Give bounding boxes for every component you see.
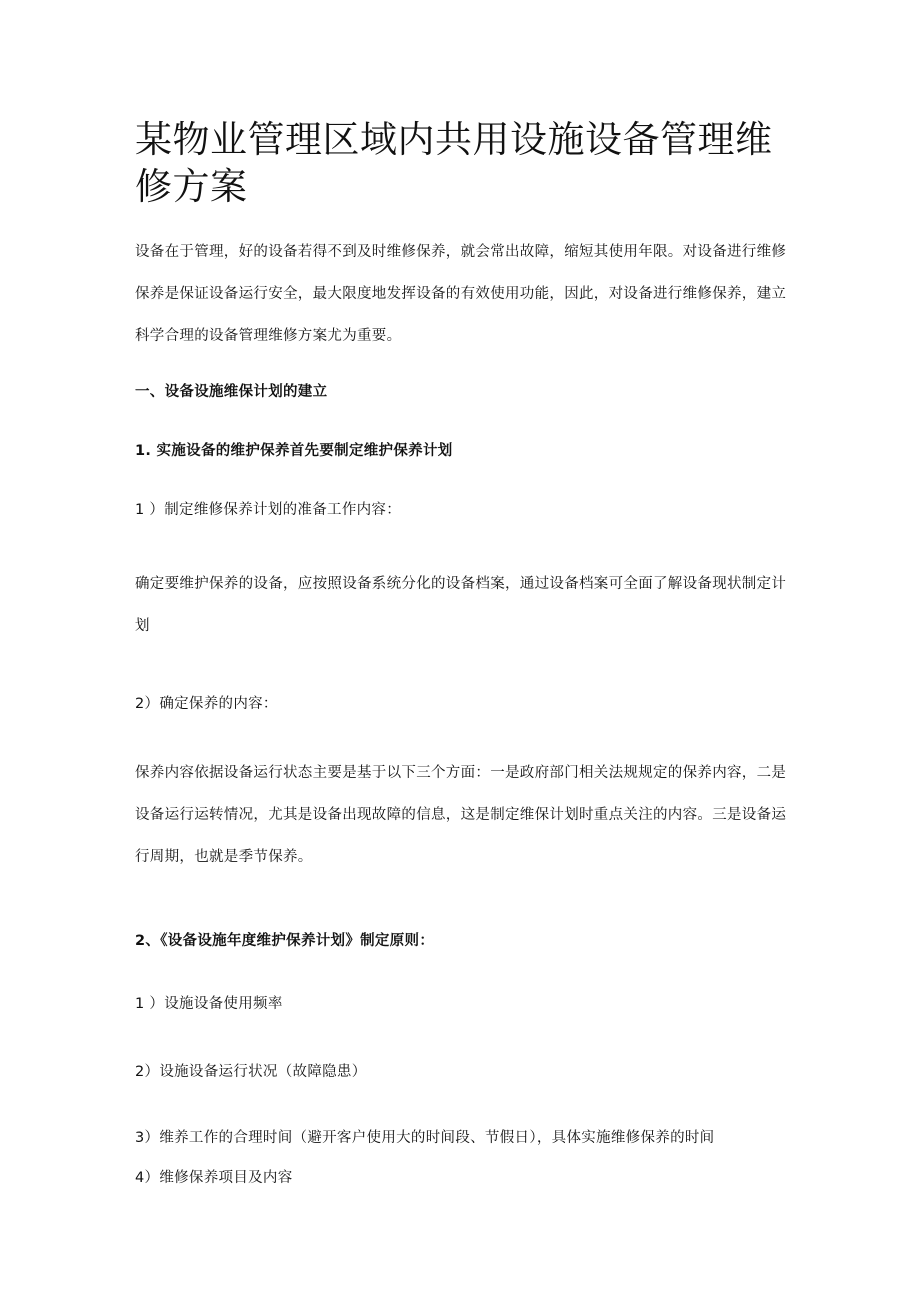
document-title: 某物业管理区域内共用设施设备管理维修方案: [135, 118, 773, 208]
subsection-1-heading: 1. 实施设备的维护保养首先要制定维护保养计划: [135, 443, 453, 459]
item-2-body: 保养内容依据设备运行状态主要是基于以下三个方面：一是政府部门相关法规规定的保养内容，二是设备运行运转情况，尤其是设备出现故障的信息，这是制定维保计划时重点关注的内容。三是设备运行周期，也就是季节保养。: [135, 765, 787, 865]
item-2-heading: 2）确定保养的内容：: [135, 696, 278, 712]
intro-paragraph: 设备在于管理，好的设备若得不到及时维修保养，就会常出故障，缩短其使用年限。对设备进行维修保养是保证设备运行安全，最大限度地发挥设备的有效使用功能，因此，对设备进行维修保养，建立科学合理的设备管理维修方案尤为重要。: [135, 244, 787, 344]
item-1-heading: 1 ）制定维修保养计划的准备工作内容：: [135, 502, 402, 518]
item-1-body: 确定要维护保养的设备，应按照设备系统分化的设备档案，通过设备档案可全面了解设备现状制定计划: [135, 576, 787, 634]
section-1-heading: 一、设备设施维保计划的建立: [135, 384, 328, 400]
principle-item: 2）设施设备运行状况（故障隐患）: [135, 1064, 367, 1080]
principle-item: 1 ）设施设备使用频率: [135, 996, 283, 1012]
subsection-2-heading: 2、《设备设施年度维护保养计划》制定原则：: [135, 933, 435, 949]
principle-item: 4）维修保养项目及内容: [135, 1170, 293, 1186]
principle-item: 3）维养工作的合理时间（避开客户使用大的时间段、节假日），具体实施维修保养的时间: [135, 1130, 715, 1146]
